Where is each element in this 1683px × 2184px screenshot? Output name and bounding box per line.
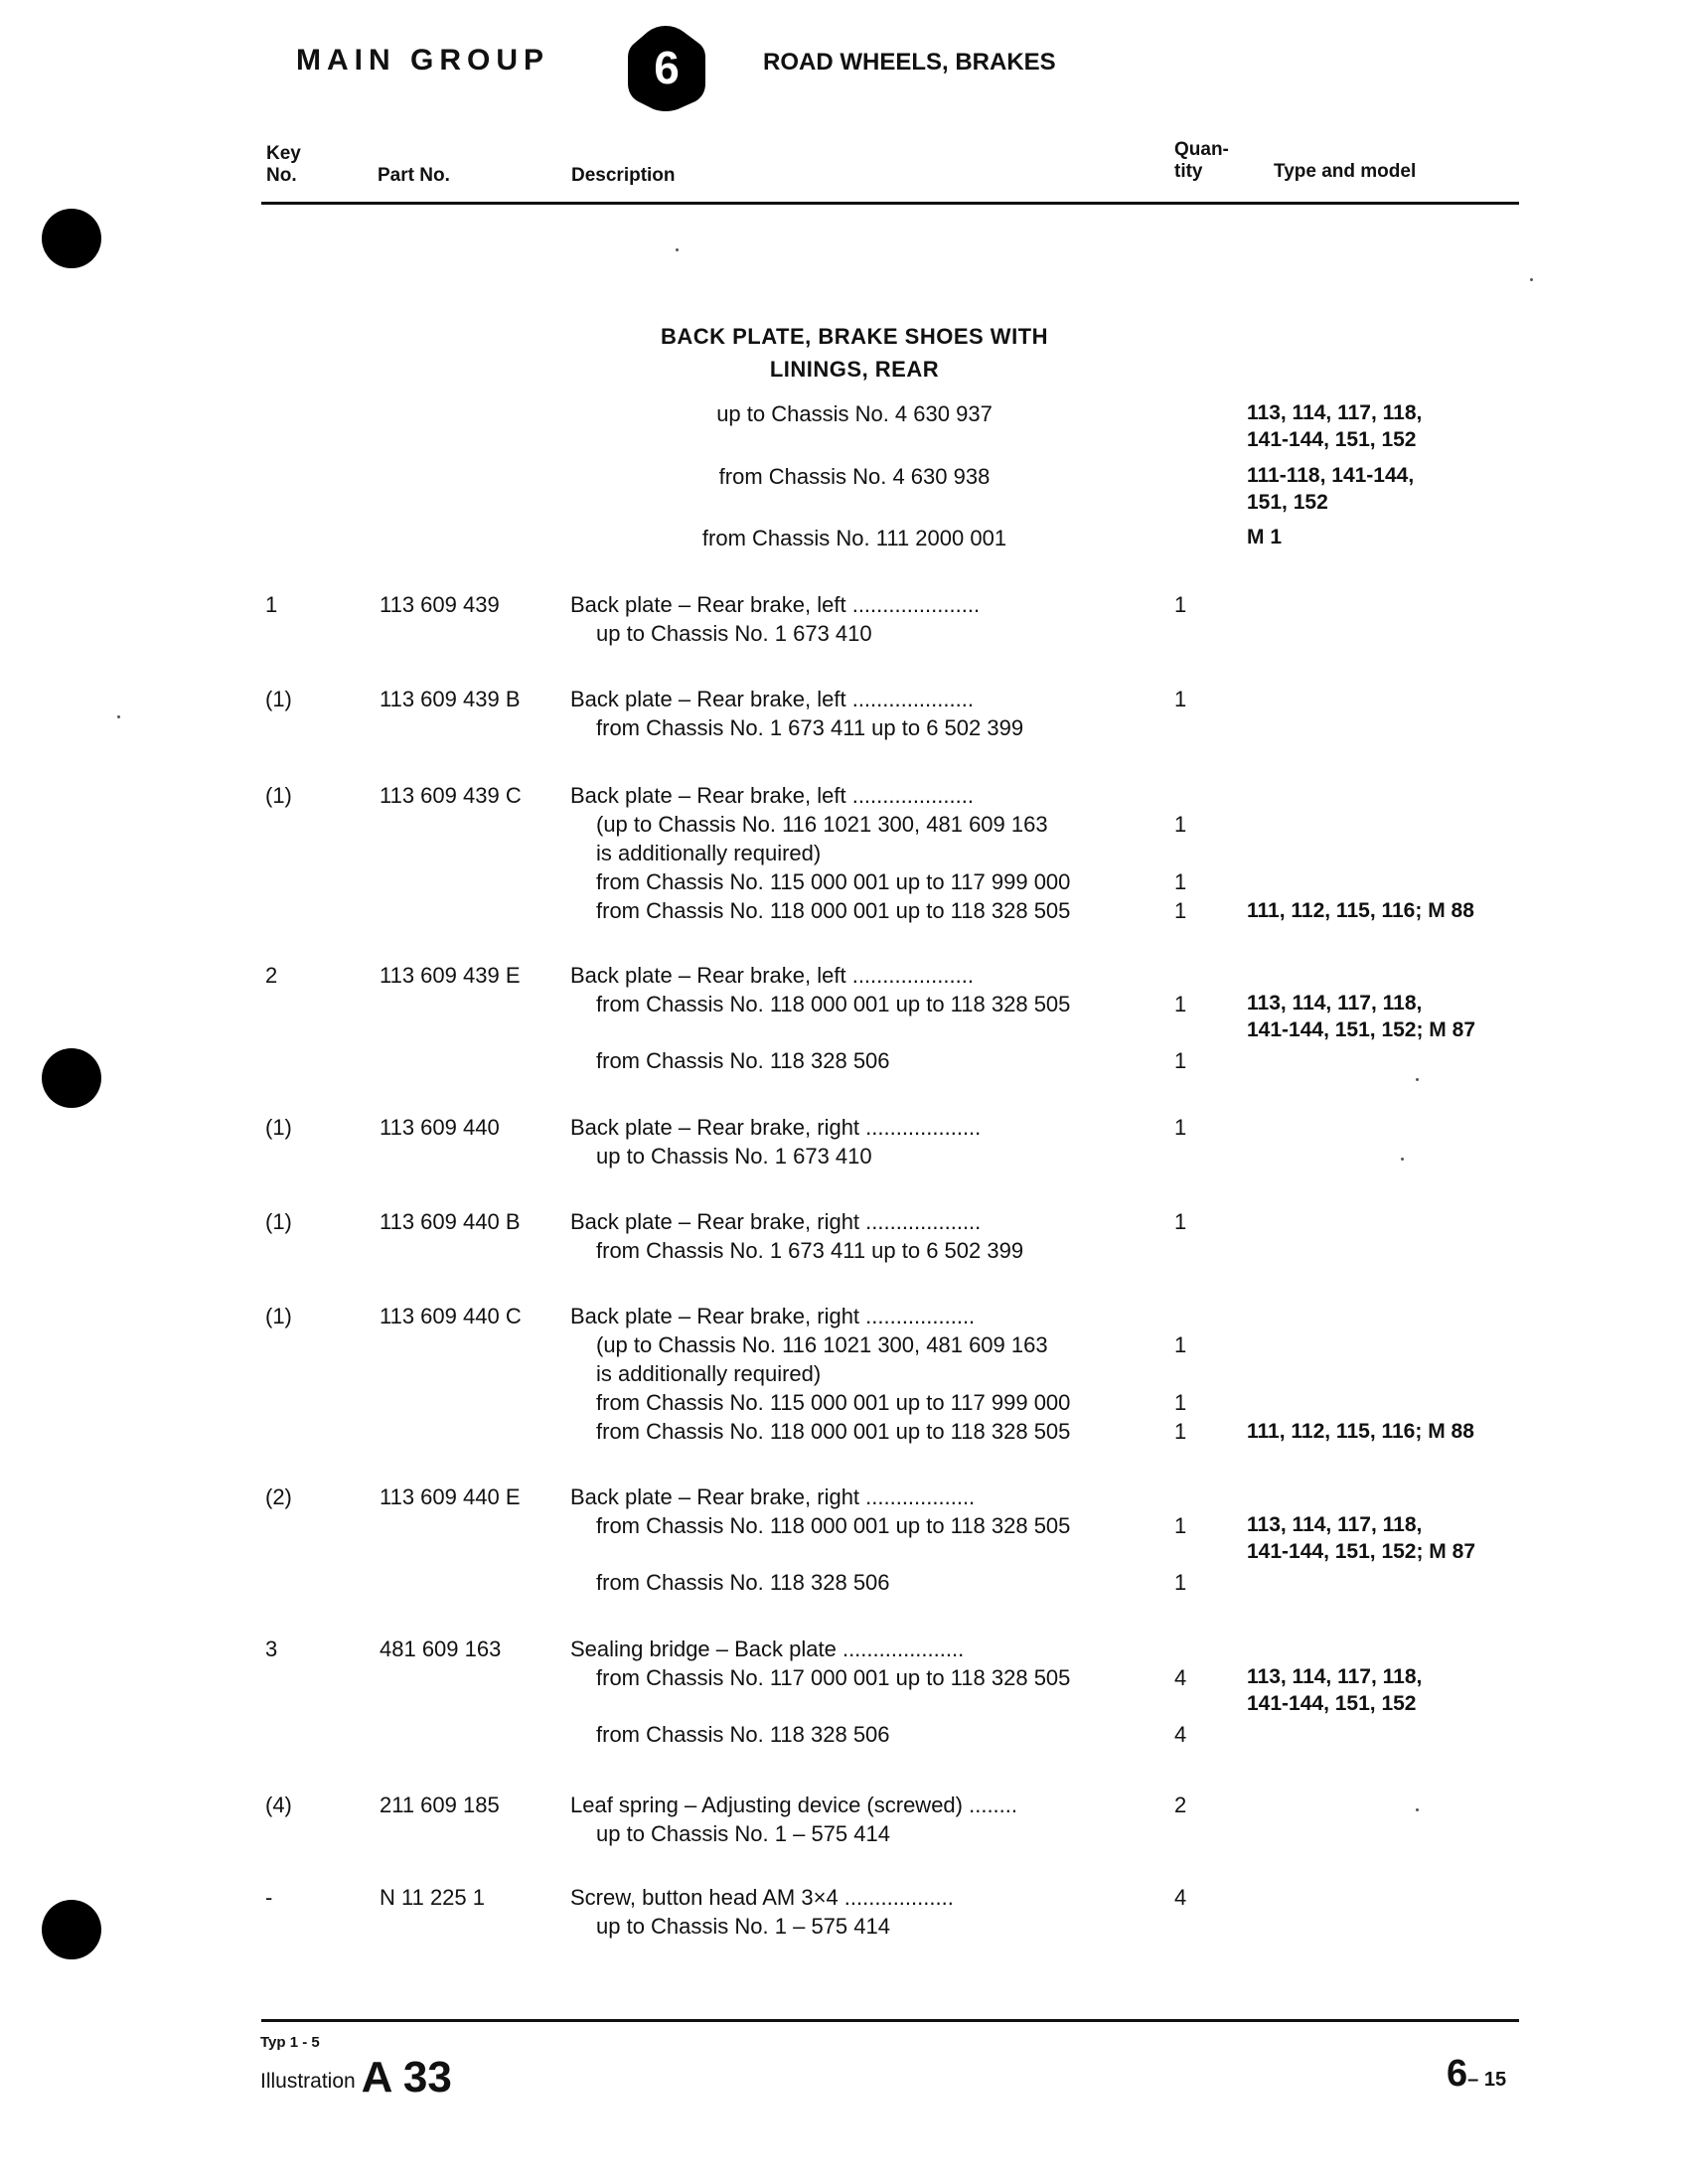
part-description: Leaf spring – Adjusting device (screwed) ........ — [570, 1793, 1018, 1817]
group-number-badge — [626, 22, 705, 111]
quantity: 4 — [1174, 1665, 1187, 1690]
col-key: Key No. — [266, 143, 301, 186]
key-number: (1) — [265, 1209, 292, 1234]
key-number: (1) — [265, 1115, 292, 1140]
page-number: 6– 15 — [1447, 2053, 1507, 2095]
part-number: 113 609 439 E — [380, 963, 521, 988]
sub-condition: from Chassis No. 1 673 411 up to 6 502 399 — [596, 1238, 1024, 1263]
key-number: 3 — [265, 1637, 278, 1661]
part-description: Back plate – Rear brake, right .................. — [570, 1484, 976, 1509]
part-description: Back plate – Rear brake, left .................... — [570, 783, 974, 808]
part-description: Back plate – Rear brake, right ................... — [570, 1115, 982, 1140]
key-number: (4) — [265, 1793, 292, 1817]
scan-speck — [1416, 1808, 1419, 1811]
sub-condition: from Chassis No. 118 328 506 — [596, 1048, 890, 1073]
sub-condition: from Chassis No. 115 000 001 up to 117 999 000 — [596, 1390, 1071, 1415]
scan-speck — [1401, 1158, 1404, 1161]
sub-condition: from Chassis No. 118 000 001 up to 118 328 505 — [596, 992, 1071, 1016]
sub-condition: up to Chassis No. 1 – 575 414 — [596, 1914, 890, 1939]
quantity: 1 — [1174, 1115, 1187, 1140]
page-title: ROAD WHEELS, BRAKES — [763, 49, 1056, 76]
key-number: 2 — [265, 963, 278, 988]
model-applicability: 113, 114, 117, 118, 141-144, 151, 152 — [1247, 1665, 1423, 1715]
sub-condition: up to Chassis No. 1 – 575 414 — [596, 1821, 890, 1846]
part-description: Screw, button head AM 3×4 .................. — [570, 1885, 954, 1910]
condition-model: M 1 — [1247, 526, 1283, 548]
part-number: 113 609 440 C — [380, 1304, 522, 1328]
col-part: Part No. — [378, 165, 450, 186]
key-number: (1) — [265, 687, 292, 711]
part-description: Back plate – Rear brake, left ..................... — [570, 592, 981, 617]
part-description: Back plate – Rear brake, left .................... — [570, 963, 974, 988]
key-number: (2) — [265, 1484, 292, 1509]
sub-condition: (up to Chassis No. 116 1021 300, 481 609 163 — [596, 1332, 1048, 1357]
quantity: 1 — [1174, 1513, 1187, 1538]
part-number: 481 609 163 — [380, 1637, 502, 1661]
condition-model: 111-118, 141-144, 151, 152 — [1247, 464, 1415, 514]
model-applicability: 113, 114, 117, 118, 141-144, 151, 152; M 87 — [1247, 1513, 1475, 1563]
sub-condition: from Chassis No. 118 000 001 up to 118 328 505 — [596, 898, 1071, 923]
sub-condition: (up to Chassis No. 116 1021 300, 481 609 163 — [596, 812, 1048, 837]
sub-condition: is additionally required) — [596, 1361, 822, 1386]
model-applicability: 111, 112, 115, 116; M 88 — [1247, 1420, 1474, 1443]
part-number: 113 609 439 C — [380, 783, 522, 808]
sub-condition: from Chassis No. 115 000 001 up to 117 999 000 — [596, 869, 1071, 894]
condition-text: up to Chassis No. 4 630 937 — [716, 401, 993, 426]
sub-condition: from Chassis No. 1 673 411 up to 6 502 399 — [596, 715, 1024, 740]
quantity: 1 — [1174, 1048, 1187, 1073]
condition-text: from Chassis No. 111 2000 001 — [701, 526, 1007, 550]
quantity: 1 — [1174, 869, 1187, 894]
quantity: 1 — [1174, 1209, 1187, 1234]
sub-condition: from Chassis No. 118 000 001 up to 118 328 505 — [596, 1419, 1071, 1444]
sub-condition: from Chassis No. 118 000 001 up to 118 328 505 — [596, 1513, 1071, 1538]
col-description: Description — [571, 165, 676, 186]
quantity: 1 — [1174, 1570, 1187, 1595]
key-number: (1) — [265, 1304, 292, 1328]
footer-type: Typ 1 - 5 — [260, 2034, 320, 2051]
quantity: 1 — [1174, 1332, 1187, 1357]
part-number: 113 609 440 E — [380, 1484, 521, 1509]
quantity: 1 — [1174, 992, 1187, 1016]
section-title: BACK PLATE, BRAKE SHOES WITH LININGS, REAR — [660, 324, 1049, 382]
illustration-ref: Illustration A 33 — [260, 2053, 452, 2102]
header-rule — [261, 202, 1519, 205]
condition-model: 113, 114, 117, 118, 141-144, 151, 152 — [1247, 401, 1423, 451]
illustration-id: A 33 — [361, 2053, 452, 2102]
sub-condition: from Chassis No. 118 328 506 — [596, 1570, 890, 1595]
col-quantity: Quan- tity — [1174, 139, 1229, 182]
binder-hole — [42, 1900, 101, 1959]
part-number: 113 609 439 B — [380, 687, 521, 711]
sub-condition: up to Chassis No. 1 673 410 — [596, 1144, 872, 1169]
quantity: 4 — [1174, 1885, 1187, 1910]
scan-speck — [676, 248, 679, 251]
part-number: 113 609 440 B — [380, 1209, 521, 1234]
quantity: 1 — [1174, 812, 1187, 837]
model-applicability: 113, 114, 117, 118, 141-144, 151, 152; M 87 — [1247, 992, 1475, 1041]
group-number: 6 — [654, 42, 680, 93]
condition-text: from Chassis No. 4 630 938 — [718, 464, 991, 489]
part-description: Sealing bridge – Back plate .................... — [570, 1637, 965, 1661]
key-number: (1) — [265, 783, 292, 808]
scan-speck — [117, 715, 120, 718]
quantity: 1 — [1174, 898, 1187, 923]
quantity: 2 — [1174, 1793, 1187, 1817]
binder-hole — [42, 209, 101, 268]
part-description: Back plate – Rear brake, right .................. — [570, 1304, 976, 1328]
quantity: 4 — [1174, 1722, 1187, 1747]
footer-rule — [261, 2019, 1519, 2022]
key-number: 1 — [265, 592, 278, 617]
sub-condition: up to Chassis No. 1 673 410 — [596, 621, 872, 646]
binder-hole — [42, 1048, 101, 1108]
scan-speck — [1530, 278, 1533, 281]
part-number: 113 609 439 — [380, 592, 500, 617]
sub-condition: is additionally required) — [596, 841, 822, 865]
sub-condition: from Chassis No. 118 328 506 — [596, 1722, 890, 1747]
quantity: 1 — [1174, 1419, 1187, 1444]
part-number: 211 609 185 — [380, 1793, 500, 1817]
key-number: - — [265, 1885, 273, 1910]
quantity: 1 — [1174, 1390, 1187, 1415]
scan-speck — [1416, 1078, 1419, 1081]
part-description: Back plate – Rear brake, right ................... — [570, 1209, 982, 1234]
quantity: 1 — [1174, 592, 1187, 617]
sub-condition: from Chassis No. 117 000 001 up to 118 328 505 — [596, 1665, 1071, 1690]
main-group-label: MAIN GROUP — [296, 44, 549, 77]
col-model: Type and model — [1274, 161, 1417, 182]
part-number: N 11 225 1 — [380, 1885, 486, 1910]
model-applicability: 111, 112, 115, 116; M 88 — [1247, 899, 1474, 922]
quantity: 1 — [1174, 687, 1187, 711]
part-number: 113 609 440 — [380, 1115, 500, 1140]
part-description: Back plate – Rear brake, left .................... — [570, 687, 974, 711]
